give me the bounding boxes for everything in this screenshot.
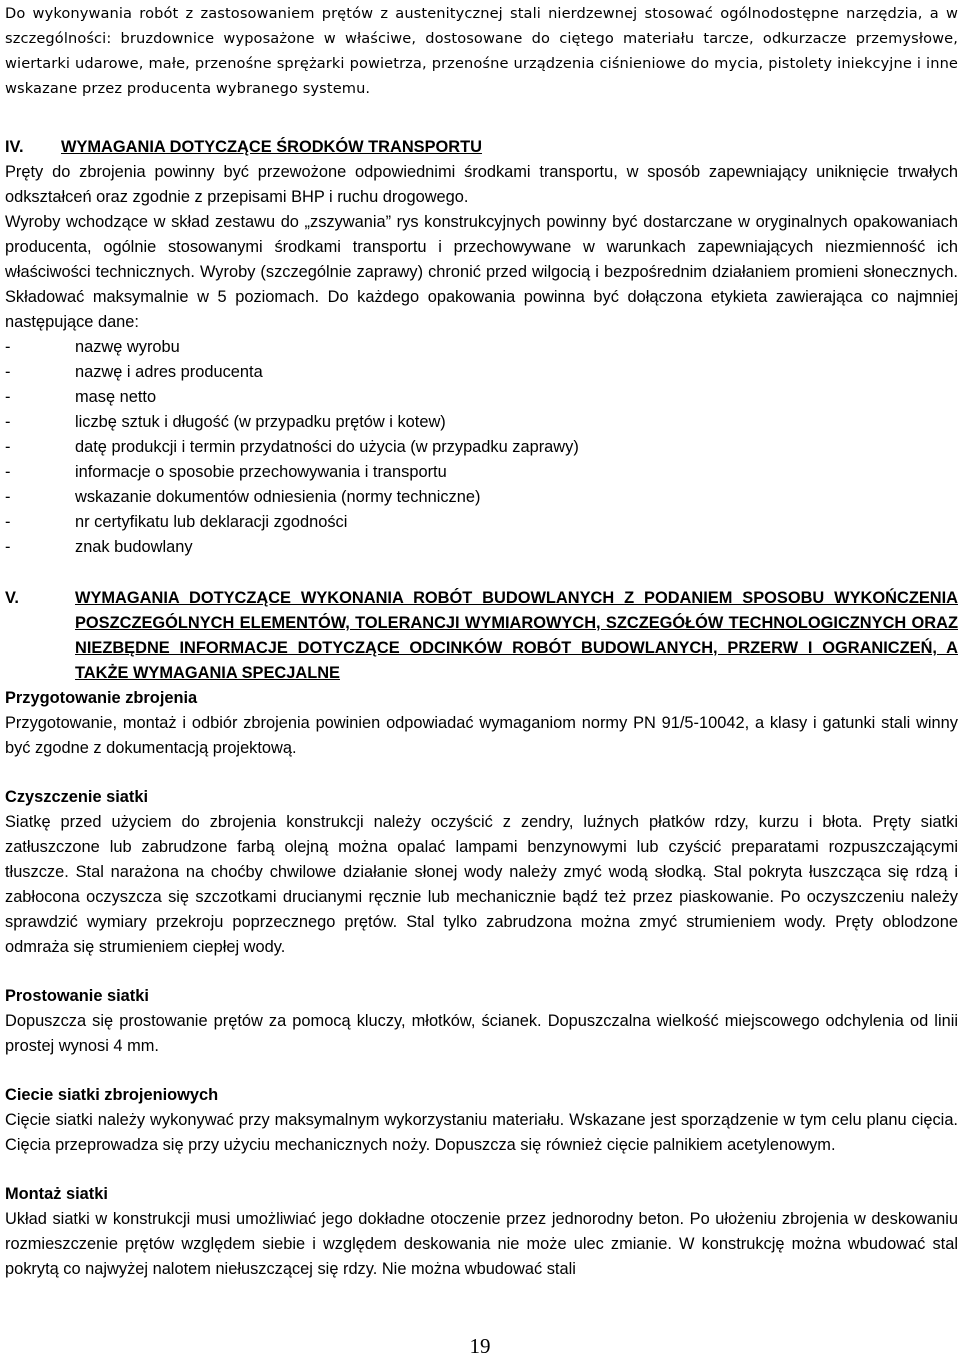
list-item: - informacje o sposobie przechowywania i transportu bbox=[5, 460, 958, 485]
list-item: - liczbę sztuk i długość (w przypadku prętów i kotew) bbox=[5, 410, 958, 435]
section-v-title: WYMAGANIA DOTYCZĄCE WYKONANIA ROBÓT BUDOWLANYCH Z PODANIEM SPOSOBU WYKOŃCZENIA POSZCZEGÓLNYCH ELEMENTÓW, TOLERANCJI WYMIAROWYCH, SZCZEGÓŁÓW TECHNOLOGICZNYCH ORAZ NIEZBĘDNE INFORMACJE DOTYCZĄCE ODCINKÓW ROBÓT BUDOWLANYCH, PRZERW I OGRANICZEŃ, A TAKŻE WYMAGANIA SPECJALNE bbox=[75, 589, 958, 682]
list-item: - masę netto bbox=[5, 385, 958, 410]
label-data-list bbox=[5, 335, 958, 560]
subsection-text-mounting: Układ siatki w konstrukcji musi umożliwiać jego dokładne otoczenie przez jednorodny beton. Po ułożeniu zbrojenia w deskowaniu rozmieszczenie prętów względem siebie i względem deskowania nie może ulec zmianie. W konstrukcję można wbudować stal pokrytą co najwyżej nalotem niełuszczącej się rdzy. Nie można wbudować stali bbox=[5, 1210, 958, 1278]
section-iv-title: WYMAGANIA DOTYCZĄCE ŚRODKÓW TRANSPORTU bbox=[61, 138, 482, 156]
list-item-text: nr certyfikatu lub deklaracji zgodności bbox=[75, 513, 348, 531]
list-item: - datę produkcji i termin przydatności do użycia (w przypadku zaprawy) bbox=[5, 435, 958, 460]
list-item-text: znak budowlany bbox=[75, 538, 193, 556]
subsection-heading-cutting: Ciecie siatki zbrojeniowych bbox=[5, 1086, 219, 1104]
section-v-number: V. bbox=[5, 589, 19, 607]
subsection-text-straightening: Dopuszcza się prostowanie prętów za pomocą kluczy, młotków, ścianek. Dopuszczalna wielkość miejscowego odchylenia od linii prostej wynosi 4 mm. bbox=[5, 1012, 958, 1055]
subsection-text-cutting: Cięcie siatki należy wykonywać przy maksymalnym wykorzystaniu materiału. Wskazane jest sporządzenie w tym celu planu cięcia. Cięcia przeprowadza się przy użyciu mechanicznych noży. Dopuszcza się również cięcie palnikiem acetylenowym. bbox=[5, 1111, 958, 1154]
list-item: - wskazanie dokumentów odniesienia (normy techniczne) bbox=[5, 485, 958, 510]
list-item: - nr certyfikatu lub deklaracji zgodności bbox=[5, 510, 958, 535]
list-item: - nazwę wyrobu bbox=[5, 335, 958, 360]
list-item-text: liczbę sztuk i długość (w przypadku prętów i kotew) bbox=[75, 413, 446, 431]
subsection-heading-mounting: Montaż siatki bbox=[5, 1185, 108, 1203]
list-item-text: nazwę wyrobu bbox=[75, 338, 180, 356]
list-item-text: wskazanie dokumentów odniesienia (normy techniczne) bbox=[75, 488, 481, 506]
list-item: - nazwę i adres producenta bbox=[5, 360, 958, 385]
subsection-text-preparation: Przygotowanie, montaż i odbiór zbrojenia powinien odpowiadać wymaganiom normy PN 91/5-10042, a klasy i gatunki stali winny być zgodne z dokumentacją projektową. bbox=[5, 714, 958, 757]
subsection-heading-straightening: Prostowanie siatki bbox=[5, 987, 149, 1005]
section-iv-number: IV. bbox=[5, 138, 24, 156]
subsection-text-cleaning: Siatkę przed użyciem do zbrojenia konstrukcji należy oczyścić z zendry, luźnych płatków rdzy, kurzu i błota. Pręty siatki zatłuszczone lub zabrudzone farbą olejną można opalać lampami benzynowymi lub czyścić preparatami rozpuszczającymi tłuszcze. Stal narażona na choćby chwilowe działanie słonej wody należy zmyć wodą słodką. Stal pokryta łuszcząca się rdzą i zabłocona oczyszcza się szczotkami drucianymi ręcznie lub mechanicznie bądź też przez piaskowanie. Po oczyszczeniu należy sprawdzić wymiary przekroju poprzecznego prętów. Stal tylko zabrudzona można zmyć strumieniem wody. Pręty oblodzone odmraża się strumieniem ciepłej wody. bbox=[5, 813, 958, 956]
subsection-heading-cleaning: Czyszczenie siatki bbox=[5, 788, 149, 806]
list-item-text: masę netto bbox=[75, 388, 157, 406]
transport-paragraph-2: Wyroby wchodzące w skład zestawu do „zszywania” rys konstrukcyjnych powinny być dostarczane w oryginalnych opakowaniach producenta, ogólnie stosowanymi środkami transportu i przechowywane w warunkach zapewniających niezmienność ich właściwości technicznych. Wyroby (szczególnie zaprawy) chronić przed wilgocią i bezpośrednim działaniem promieni słonecznych. Składować maksymalnie w 5 poziomach. Do każdego opakowania powinna być dołączona etykieta zawierająca co najmniej następujące dane: bbox=[5, 213, 958, 331]
section-v-heading bbox=[5, 586, 958, 686]
list-item: - znak budowlany bbox=[5, 535, 958, 560]
list-item-text: informacje o sposobie przechowywania i transportu bbox=[75, 463, 447, 481]
list-item-text: datę produkcji i termin przydatności do użycia (w przypadku zaprawy) bbox=[75, 438, 579, 456]
list-item-text: nazwę i adres producenta bbox=[75, 363, 263, 381]
document-page bbox=[5, 0, 958, 1282]
transport-paragraph-1: Pręty do zbrojenia powinny być przewożone odpowiednimi środkami transportu, w sposób zapewniający uniknięcie trwałych odkształceń oraz zgodnie z przepisami BHP i ruchu drogowego. bbox=[5, 163, 958, 206]
intro-paragraph: Do wykonywania robót z zastosowaniem prętów z austenitycznej stali nierdzewnej stosować ogólnodostępne narzędzia, a w szczególności: bruzdownice wyposażone w właściwe, dostosowane do ciętego materiału tarcze, odkurzacze przemysłowe, wiertarki udarowe, małe, przenośne sprężarki powietrza, przenośne urządzenia ciśnieniowe do mycia, pistolety iniekcyjne i inne wskazane przez producenta wybranego systemu. bbox=[5, 5, 958, 97]
subsection-heading-preparation: Przygotowanie zbrojenia bbox=[5, 689, 198, 707]
page-number: 19 bbox=[469, 1334, 491, 1358]
section-iv-heading bbox=[5, 135, 958, 160]
